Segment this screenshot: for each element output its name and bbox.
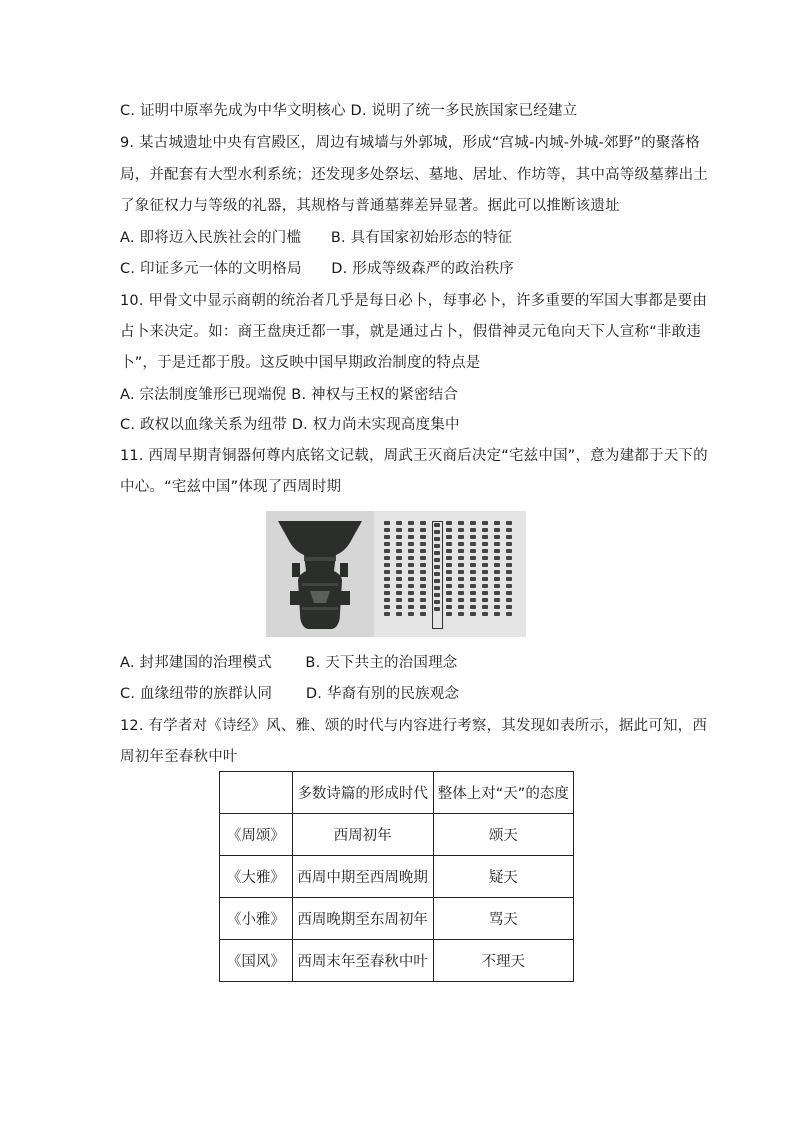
table-cell: 疑天 <box>433 856 573 898</box>
table-cell: 西周中期至西周晚期 <box>292 856 433 898</box>
table-cell: 《小雅》 <box>220 898 293 940</box>
table-cell: 颂天 <box>433 814 573 856</box>
table-row <box>220 940 574 982</box>
q9-option-a: A. 即将迈入民族社会的门槛 <box>120 230 302 246</box>
q11-option-a: A. 封邦建国的治理模式 <box>120 655 272 671</box>
table-cell: 西周末年至春秋中叶 <box>292 940 433 982</box>
q11-options-ab <box>120 653 680 673</box>
table-row <box>220 898 574 940</box>
q9-stem-line-1: 9. 某古城遗址中央有宫殿区，周边有城墙与外郭城，形成“宫城-内城-外城-郊野”的聚落格 <box>120 135 700 151</box>
q9-stem-line-2: 局，并配套有大型水利系统；还发现多处祭坛、墓地、居址、作坊等，其中高等级墓葬出土 <box>120 167 708 183</box>
q12-stem-line-2: 周初年至春秋中叶 <box>120 749 238 765</box>
table-row <box>220 814 574 856</box>
table-header-cell <box>220 772 293 814</box>
table-cell: 《周颂》 <box>220 814 293 856</box>
bronze-vessel-photo <box>266 511 374 637</box>
bronze-vessel-icon <box>266 511 374 637</box>
he-zun-bronze-and-inscription-image <box>266 511 526 637</box>
table-header-cell: 整体上对“天”的态度 <box>433 772 573 814</box>
shijing-table <box>219 771 574 982</box>
q9-options-ab <box>120 228 680 248</box>
table-cell: 骂天 <box>433 898 573 940</box>
table-header-cell: 多数诗篇的形成时代 <box>292 772 433 814</box>
q9-options-cd <box>120 259 680 279</box>
q10-options-ab: A. 宗法制度雏形已现端倪 B. 神权与王权的紧密结合 <box>120 387 459 403</box>
q10-stem-line-3: 卜”，于是迁都于殷。这反映中国早期政治制度的特点是 <box>120 355 481 371</box>
table-cell: 不理天 <box>433 940 573 982</box>
table-cell: 《国风》 <box>220 940 293 982</box>
q11-option-c: C. 血缘纽带的族群认同 <box>120 686 273 702</box>
q11-option-b: B. 天下共主的治国理念 <box>305 655 458 671</box>
inscription-rubbing <box>374 511 526 637</box>
q9-option-d: D. 形成等级森严的政治秩序 <box>331 261 514 277</box>
table-header-row <box>220 772 574 814</box>
q11-options-cd <box>120 684 680 704</box>
q10-options-cd: C. 政权以血缘关系为纽带 D. 权力尚未实现高度集中 <box>120 417 460 433</box>
q11-option-d: D. 华裔有别的民族观念 <box>305 686 460 702</box>
table-row <box>220 856 574 898</box>
q8-options-cd: C. 证明中原率先成为中华文明核心 D. 说明了统一多民族国家已经建立 <box>120 103 578 119</box>
q10-stem-line-2: 占卜来决定。如：商王盘庚迁都一事，就是通过占卜，假借神灵元龟向天下人宣称“非敢违 <box>120 324 702 340</box>
table-cell: 西周晚期至东周初年 <box>292 898 433 940</box>
q10-stem-line-1: 10. 甲骨文中显示商朝的统治者几乎是每日必卜，每事必卜，许多重要的军国大事都是要由 <box>120 293 708 309</box>
q9-option-b: B. 具有国家初始形态的特征 <box>330 230 513 246</box>
q9-stem-line-3: 了象征权力与等级的礼器，其规格与普通墓葬差异显著。据此可以推断该遗址 <box>120 198 620 214</box>
table-cell: 西周初年 <box>292 814 433 856</box>
table-cell: 《大雅》 <box>220 856 293 898</box>
q9-option-c: C. 印证多元一体的文明格局 <box>120 261 302 277</box>
q11-stem-line-2: 中心。“宅兹中国”体现了西周时期 <box>120 479 342 495</box>
q12-stem-line-1: 12. 有学者对《诗经》风、雅、颂的时代与内容进行考察，其发现如表所示，据此可知，西 <box>120 718 708 734</box>
q11-stem-line-1: 11. 西周早期青铜器何尊内底铭文记载，周武王灭商后决定“宅兹中国”，意为建都于天下的 <box>120 448 708 464</box>
